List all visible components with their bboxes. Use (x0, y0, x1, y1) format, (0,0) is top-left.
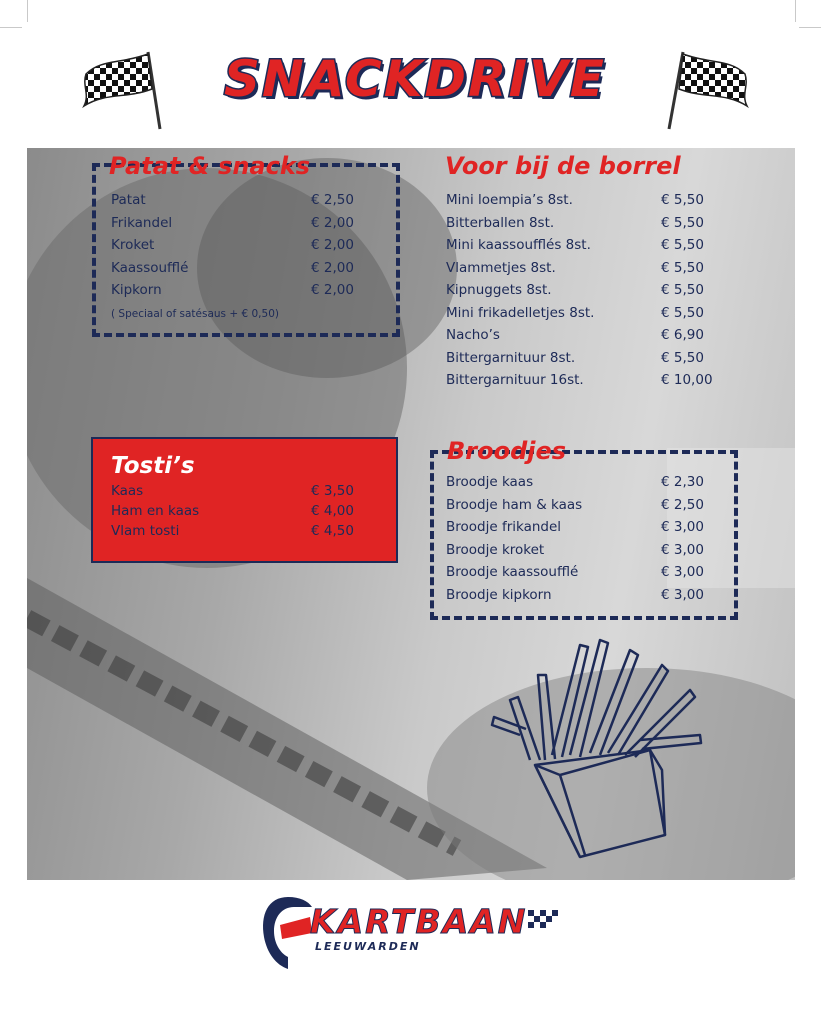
broodjes-item-price: € 3,00 (661, 519, 704, 535)
checkered-icon (528, 910, 560, 928)
brand-city: LEEUWARDEN (315, 940, 421, 953)
broodjes-item-name: Broodje kaassoufflé (446, 564, 579, 580)
borrel-item-name: Bitterballen 8st. (446, 214, 555, 231)
patat-item-price: € 2,00 (311, 237, 354, 253)
tosti-item-name: Vlam tosti (111, 523, 180, 539)
tosti-box (91, 437, 398, 563)
tosti-item-price: € 4,50 (311, 523, 354, 539)
borrel-item-name: Mini frikadelletjes 8st. (446, 304, 595, 321)
borrel-item-price: € 5,50 (661, 192, 704, 208)
checkered-flag-icon (76, 44, 176, 132)
patat-note: ( Speciaal of satésaus + € 0,50) (111, 308, 279, 320)
patat-item-price: € 2,00 (311, 259, 354, 276)
brand-name: KARTBAAN (310, 902, 528, 941)
page-title: SNACKDRIVE (224, 50, 606, 108)
broodjes-item-name: Broodje kroket (446, 541, 545, 558)
borrel-item-name: Mini loempia’s 8st. (446, 192, 573, 208)
borrel-item-price: € 10,00 (661, 372, 713, 388)
borrel-item-name: Bittergarnituur 16st. (446, 372, 584, 388)
borrel-item-price: € 5,50 (661, 282, 704, 298)
header (0, 0, 821, 145)
broodjes-item-name: Broodje kaas (446, 474, 534, 490)
broodjes-item-price: € 3,00 (661, 541, 704, 558)
broodjes-item-price: € 3,00 (661, 586, 704, 603)
borrel-item-name: Vlammetjes 8st. (446, 259, 556, 276)
broodjes-item-name: Broodje kipkorn (446, 586, 552, 603)
tosti-item-name: Ham en kaas (111, 503, 200, 519)
tosti-item-price: € 4,00 (311, 503, 354, 519)
fries-icon (490, 635, 710, 865)
borrel-item-price: € 5,50 (661, 259, 704, 276)
patat-item-price: € 2,50 (311, 192, 354, 208)
patat-item-name: Kroket (111, 237, 155, 253)
broodjes-item-name: Broodje frikandel (446, 519, 562, 535)
tosti-title: Tosti’s (111, 453, 195, 479)
patat-item-name: Frikandel (111, 214, 173, 231)
tosti-item-price: € 3,50 (311, 483, 354, 499)
borrel-item-name: Kipnuggets 8st. (446, 282, 552, 298)
broodjes-item-price: € 3,00 (661, 564, 704, 580)
patat-title: Patat & snacks (109, 152, 311, 180)
patat-item-name: Patat (111, 192, 146, 208)
borrel-item-name: Mini kaassoufflés 8st. (446, 237, 591, 253)
patat-item-price: € 2,00 (311, 282, 354, 298)
borrel-item-price: € 5,50 (661, 214, 704, 231)
broodjes-title: Broodjes (447, 437, 567, 465)
patat-item-price: € 2,00 (311, 214, 354, 231)
borrel-item-price: € 5,50 (661, 237, 704, 253)
borrel-item-price: € 5,50 (661, 304, 704, 321)
checkered-flag-icon (655, 44, 755, 132)
broodjes-item-price: € 2,30 (661, 474, 704, 490)
borrel-item-price: € 6,90 (661, 327, 704, 343)
borrel-title: Voor bij de borrel (445, 152, 681, 180)
tosti-item-name: Kaas (111, 483, 144, 499)
borrel-item-name: Bittergarnituur 8st. (446, 349, 576, 366)
broodjes-item-name: Broodje ham & kaas (446, 496, 583, 513)
borrel-item-price: € 5,50 (661, 349, 704, 366)
broodjes-item-price: € 2,50 (661, 496, 704, 513)
patat-item-name: Kaassoufflé (111, 259, 189, 276)
patat-item-name: Kipkorn (111, 282, 162, 298)
helmet-logo-icon (258, 893, 316, 973)
borrel-item-name: Nacho’s (446, 327, 500, 343)
